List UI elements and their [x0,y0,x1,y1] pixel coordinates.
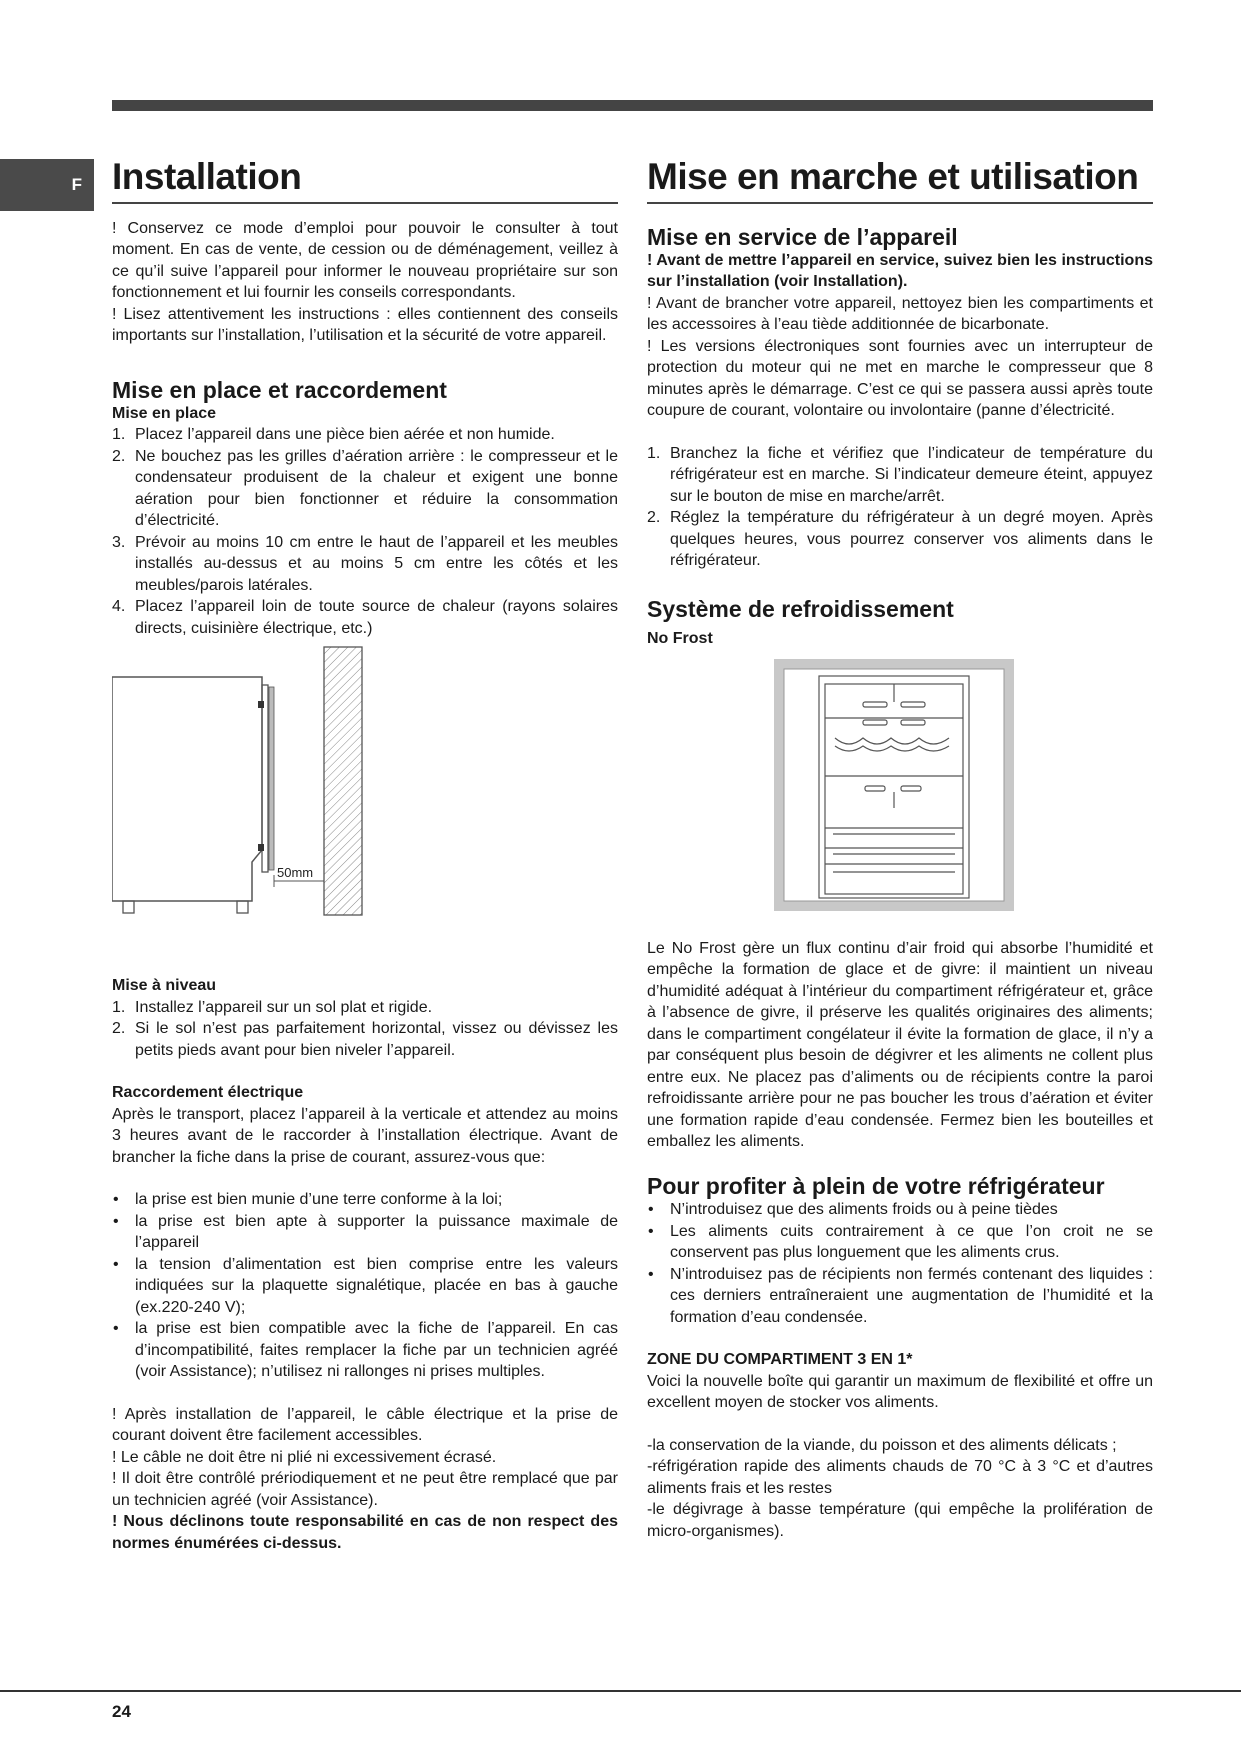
enjoy-list [647,1199,1153,1328]
list-item: 1. Placez l’appareil dans une pièce bien aérée et non humide. [112,426,555,444]
left-column [112,150,618,1554]
list-item: 2. Si le sol n’est pas parfaitement horizontal, vissez ou dévissez les petits pieds avant pour bien niveler l’appareil. [112,1020,618,1059]
service-bold-note: ! Avant de mettre l’appareil en service, suivez bien les instructions sur l’installation (voir Installation). [647,251,1153,291]
placement-heading: Mise en place et raccordement [112,376,447,403]
list-item: 2. Ne bouchez pas les grilles d’aération arrière : le compresseur et le condensateur produisent de la chaleur et exigent une bonne aération pour bien fonctionner et réduire la consommation d’électricité. [112,447,618,530]
top-rule [112,100,1153,111]
service-list [647,443,1153,572]
leveling-subheading: Mise à niveau [112,977,217,995]
service-para-1: ! Avant de brancher votre appareil, nettoyez bien les compartiments et les accessoires à l’eau tiède additionnée de bicarbonate. [647,294,1153,334]
installation-title: Installation [112,156,618,204]
warning-para: ! Le câble ne doit être ni plié ni excessivement écrasé. [112,1448,497,1466]
list-item: 3. Prévoir au moins 10 cm entre le haut de l’appareil et les meubles installés au-dessus et au moins 5 cm entre les côtés et les meubles/parois latérales. [112,533,618,594]
zone-intro: Voici la nouvelle boîte qui garantir un maximum de flexibilité et offre un excellent moyen de stocker vos aliments. [647,1372,1153,1412]
service-para-2: ! Les versions électroniques sont fournies avec un interrupteur de protection du moteur qui ne met en marche le compresseur que 8 minutes après le démarrage. C’est ce qui se passera aussi après toute coupure de courant, volontaire ou involontaire (panne d’électricité. [647,337,1153,420]
list-item: • N’introduisez pas de récipients non fermés contenant des liquides : ces derniers entraîneraient une augmentation de l’humidité et la formation d’eau condensée. [648,1265,1153,1326]
zone-heading: ZONE DU COMPARTIMENT 3 EN 1* [647,1351,913,1369]
clearance-label: 50mm [277,865,314,881]
electrical-checklist [112,1189,618,1383]
list-item: 2. Réglez la température du réfrigérateur à un degré moyen. Après quelques heures, vous pourrez conserver vos aliments dans le réfrigérateur. [647,509,1153,570]
cooling-subheading: No Frost [647,630,713,648]
no-frost-fridge-illustration [773,658,1015,912]
list-item: • la prise est bien apte à supporter la puissance maximale de l’appareil [113,1212,618,1252]
list-item: 4. Placez l’appareil loin de toute source de chaleur (rayons solaires directs, cuisinière électrique, etc.) [112,598,618,637]
language-tab: F [0,159,94,211]
electrical-intro: Après le transport, placez l’appareil à la verticale et attendez au moins 3 heures avant de le raccorder à l’installation électrique. Avant de brancher la fiche dans la prise de courant, assurez-vous que: [112,1105,618,1166]
placement-list [112,424,618,639]
cooling-heading: Système de refroidissement [647,595,954,622]
installation-clearance-diagram [112,645,392,945]
list-item: • Les aliments cuits contrairement à ce que l’on croit ne se conservent pas plus longuement que les aliments crus. [648,1222,1153,1262]
placement-subheading: Mise en place [112,404,217,422]
list-item: • N’introduisez que des aliments froids ou à peine tièdes [648,1201,1058,1219]
leveling-list [112,997,618,1062]
footer-rule [0,1690,1241,1692]
fridge-side-outline [112,677,274,913]
operation-title: Mise en marche et utilisation [647,156,1153,204]
zone-line: -la conservation de la viande, du poisson et des aliments délicats ; [647,1436,1117,1454]
intro-para-1: ! Conservez ce mode d’emploi pour pouvoir le consulter à tout moment. En cas de vente, de cession ou de déménagement, veillez à ce qu’il suive l’appareil pour informer le nouveau propriétaire sur son fonctionnement et lui fournir les conseils correspondants. [112,219,618,302]
right-column [647,150,1153,1542]
no-frost-description: Le No Frost gère un flux continu d’air froid qui absorbe l’humidité et empêche la formation de glace et de givre: il maintient un niveau d’humidité adéquat à l’intérieur du compartiment réfrigérateur et, grâce à l’absence de givre, il préserve les qualités originaires des aliments; dans le compartiment congélateur il évite la formation de glace, il n’y a par conséquent plus besoin de dégivrer et les aliments ne collent plus entre eux. Ne placez pas d’aliments ou de récipients contre la paroi refroidissante arrière pour ne pas boucher les trous d’aération et éviter une formation rapide d’eau condensée. Fermez bien les bouteilles et emballez les aliments. [647,939,1153,1151]
list-item: • la prise est bien compatible avec la fiche de l’appareil. En cas d’incompatibilité, faites remplacer la fiche par un technicien agréé (voir Assistance); n’utilisez ni rallonges ni prises multiples. [113,1320,618,1381]
intro-para-2: ! Lisez attentivement les instructions : elles contiennent des conseils importants sur l’installation, l’utilisation et la sécurité de votre appareil. [112,305,618,345]
wall-hatched [324,647,362,915]
zone-line: -réfrigération rapide des aliments chauds de 70 °C à 3 °C et d’autres aliments frais et les restes [647,1458,1153,1497]
service-heading: Mise en service de l’appareil [647,223,958,250]
zone-line: -le dégivrage à basse température (qui empêche la prolifération de micro-organismes). [647,1501,1153,1540]
list-item: 1. Installez l’appareil sur un sol plat et rigide. [112,998,433,1016]
enjoy-heading: Pour profiter à plein de votre réfrigérateur [647,1172,1105,1199]
warning-para: ! Après installation de l’appareil, le câble électrique et la prise de courant doivent être facilement accessibles. [112,1405,618,1445]
list-item: • la tension d’alimentation est bien comprise entre les valeurs indiquées sur la plaquette signalétique, placée en bas à gauche (ex.220-240 V); [113,1255,618,1316]
electrical-subheading: Raccordement électrique [112,1084,304,1102]
list-item: • la prise est bien munie d’une terre conforme à la loi; [113,1191,503,1209]
list-item: 1. Branchez la fiche et vérifiez que l’indicateur de température du réfrigérateur est en marche. Si l’indicateur demeure éteint, appuyez sur le bouton de mise en marche/arrêt. [647,444,1153,505]
liability-warning: ! Nous déclinons toute responsabilité en cas de non respect des normes énumérées ci-dessus. [112,1513,618,1552]
page-number: 24 [112,1702,131,1721]
warning-para: ! Il doit être contrôlé prériodiquement et ne peut être remplacé que par un technicien agréé (voir Assistance). [112,1470,618,1509]
